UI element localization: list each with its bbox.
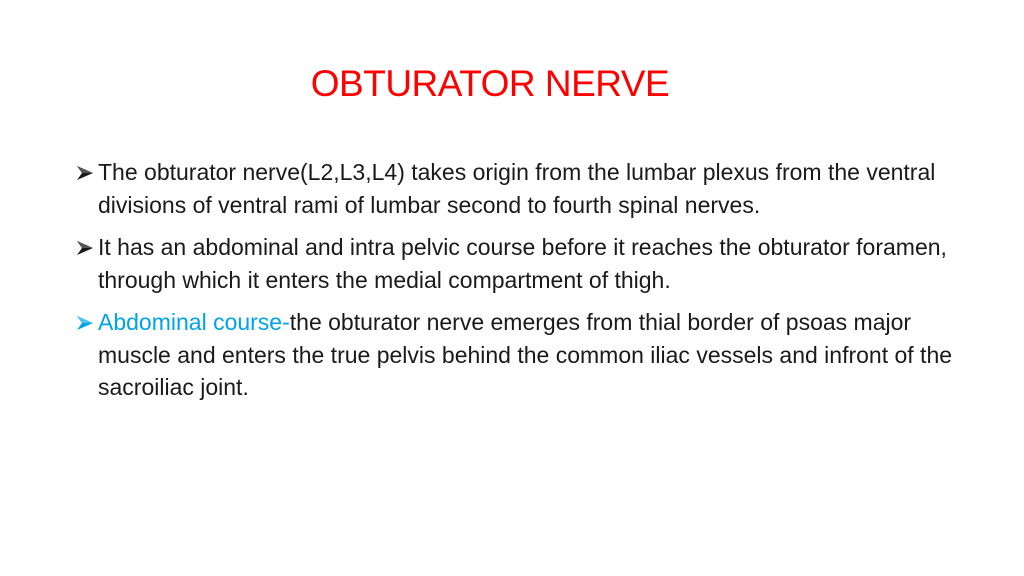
bullet-text: The obturator nerve(L2,L3,L4) takes origin from the lumbar plexus from the ventral divisions of ventral rami of lumbar second to fourth spinal nerves. xyxy=(98,159,936,218)
slide-title: OBTURATOR NERVE xyxy=(310,63,670,104)
bullet-text: the obturator nerve emerges from thial border of psoas major muscle and enters the true pelvis behind the common iliac vessels and infront of the sacroiliac joint. xyxy=(98,309,953,400)
arrowhead-bullet-icon xyxy=(76,156,98,181)
arrowhead-bullet-icon xyxy=(76,306,98,331)
bullet-lead-text: Abdominal course- xyxy=(98,309,290,335)
arrowhead-bullet-icon xyxy=(76,231,98,256)
bullet-text: It has an abdominal and intra pelvic course before it reaches the obturator foramen, through which it enters the medial compartment of thigh. xyxy=(98,234,947,293)
slide-body xyxy=(76,156,956,414)
bullet-item xyxy=(76,156,956,221)
bullet-item xyxy=(76,231,956,296)
bullet-item xyxy=(76,306,956,404)
